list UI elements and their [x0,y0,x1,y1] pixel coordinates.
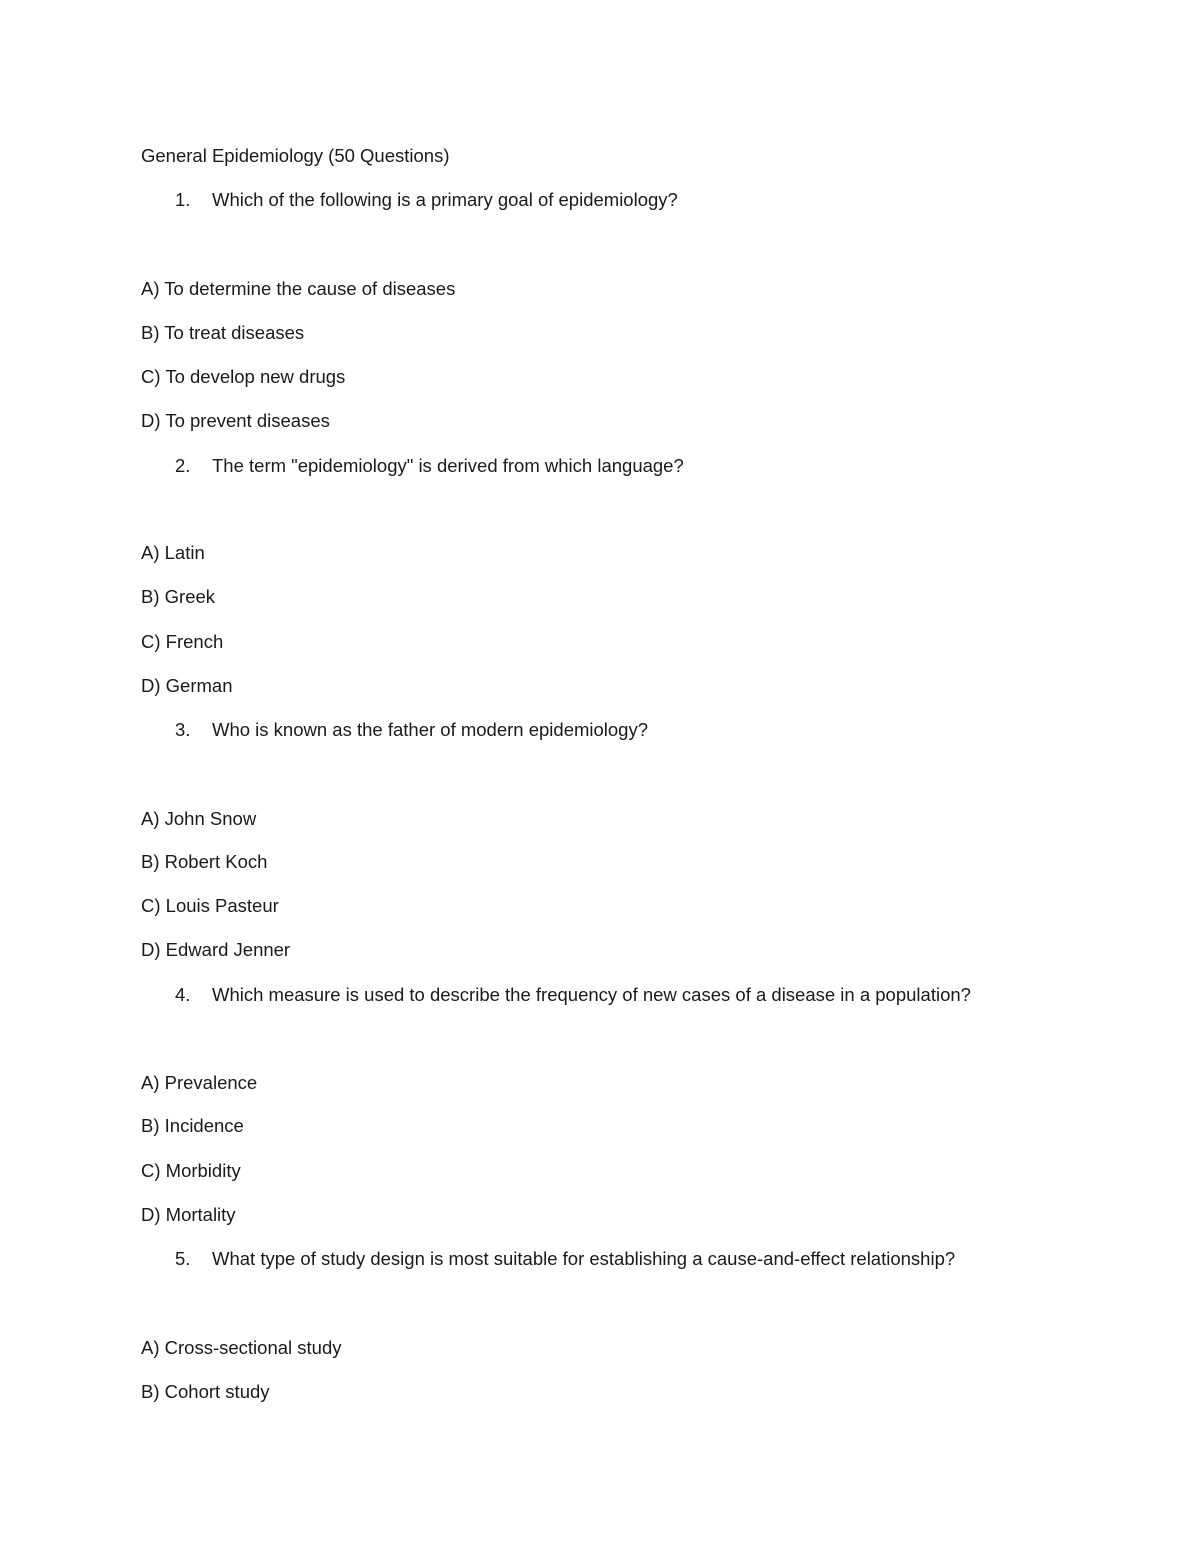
question-text: Who is known as the father of modern epidemiology? [212,719,649,740]
answer-option: B) To treat diseases [141,322,305,343]
answer-option: D) To prevent diseases [141,410,330,431]
answer-option: A) John Snow [141,808,257,829]
answer-option: A) Latin [141,542,205,563]
question-text: The term "epidemiology" is derived from which language? [212,455,684,476]
question-number: 5. [175,1248,191,1269]
answer-option: D) German [141,675,233,696]
question-number: 3. [175,719,191,740]
answer-option: D) Mortality [141,1204,236,1225]
answer-option: B) Robert Koch [141,851,268,872]
question-number: 4. [175,984,191,1005]
question-number: 1. [175,189,191,210]
question-text: Which measure is used to describe the frequency of new cases of a disease in a population? [212,984,971,1005]
answer-option: C) Louis Pasteur [141,895,279,916]
answer-option: B) Incidence [141,1115,244,1136]
answer-option: A) Cross-sectional study [141,1337,342,1358]
answer-option: D) Edward Jenner [141,939,291,960]
answer-option: B) Cohort study [141,1381,270,1402]
document-heading: General Epidemiology (50 Questions) [141,145,450,166]
answer-option: C) French [141,631,224,652]
answer-option: C) Morbidity [141,1160,241,1181]
question-text: What type of study design is most suitable for establishing a cause-and-effect relationship? [212,1248,956,1269]
question-text: Which of the following is a primary goal of epidemiology? [212,189,678,210]
question-number: 2. [175,455,191,476]
answer-option: C) To develop new drugs [141,366,346,387]
answer-option: A) Prevalence [141,1072,258,1093]
answer-option: A) To determine the cause of diseases [141,278,456,299]
answer-option: B) Greek [141,586,216,607]
